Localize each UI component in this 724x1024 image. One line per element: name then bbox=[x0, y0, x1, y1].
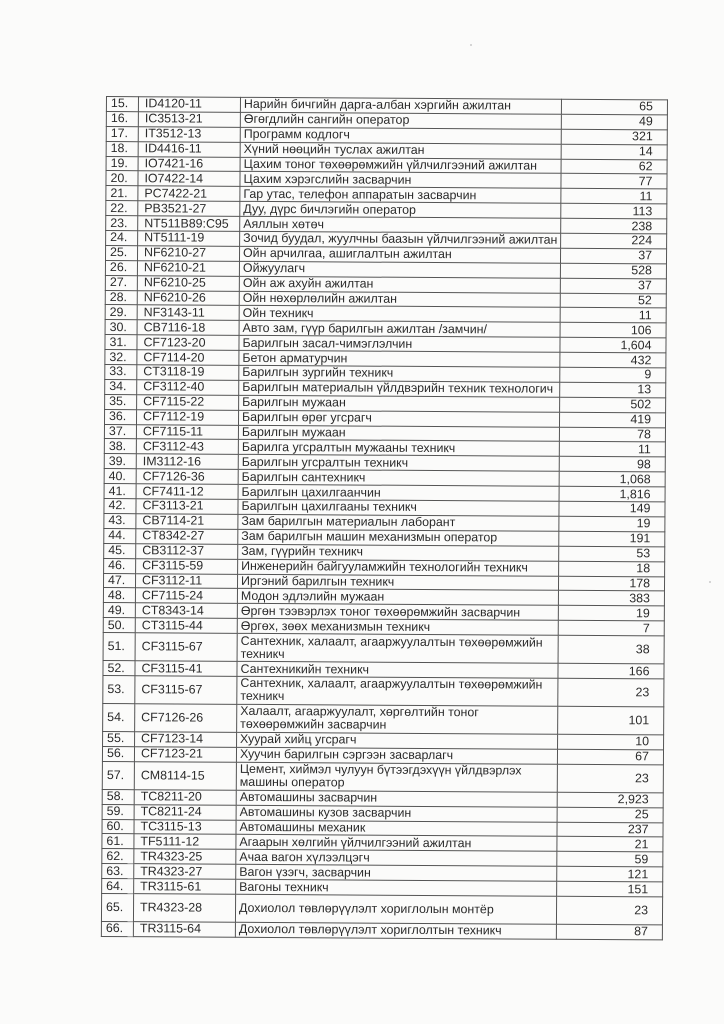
row-number-cell: 59. bbox=[102, 804, 134, 819]
count-cell: 10 bbox=[558, 734, 664, 750]
table-row bbox=[102, 761, 663, 792]
occupation-name-cell: Ойн нөхөрлөлийн ажилтан bbox=[239, 291, 560, 308]
occupation-name-cell: Хуурай хийц угсрагч bbox=[237, 732, 558, 749]
occupation-name-cell: Автомашины механик bbox=[236, 820, 557, 837]
row-number-cell: 49. bbox=[103, 603, 135, 618]
occupation-name-cell: Ойн арчилгаа, ашиглалтын ажилтан bbox=[239, 246, 560, 263]
row-number-cell: 27. bbox=[105, 275, 137, 290]
row-number-cell: 57. bbox=[102, 761, 134, 789]
occupation-name-cell: Инженерийн байгууламжийн технологийн техникч bbox=[238, 559, 559, 576]
occupation-name-cell: Хүний нөөцийн туслах ажилтан bbox=[240, 142, 561, 159]
occupation-code-cell: TC3115-13 bbox=[134, 819, 236, 835]
occupation-name-cell: Барилгын цахилгааны техникч bbox=[238, 499, 559, 516]
row-number-cell: 33. bbox=[105, 365, 137, 380]
occupation-code-cell: TF5111-12 bbox=[134, 834, 236, 850]
row-number-cell: 17. bbox=[106, 126, 138, 141]
count-cell: 19 bbox=[559, 516, 665, 532]
occupation-table-body bbox=[101, 97, 667, 940]
occupation-code-cell: CF7114-20 bbox=[137, 350, 239, 366]
occupation-name-cell: Цахим тоног төхөөрөмжийн үйлчилгээний ажилтан bbox=[240, 157, 561, 174]
count-cell: 38 bbox=[558, 635, 664, 664]
occupation-name-cell: Өргөн тээвэрлэх тоног төхөөрөмжийн засварчин bbox=[237, 604, 558, 621]
occupation-name-cell: Дохиолол төвлөрүүлэлт хориглолын монтёр bbox=[235, 894, 556, 924]
count-cell: 11 bbox=[560, 308, 666, 324]
occupation-code-cell: TR4323-28 bbox=[133, 894, 235, 923]
row-number-cell: 52. bbox=[103, 661, 135, 676]
occupation-code-cell: TR3115-64 bbox=[133, 922, 235, 938]
row-number-cell: 64. bbox=[102, 879, 134, 894]
occupation-code-cell: CF7115-11 bbox=[136, 424, 238, 440]
occupation-code-cell: NF6210-26 bbox=[137, 290, 239, 306]
row-number-cell: 31. bbox=[105, 335, 137, 350]
row-number-cell: 45. bbox=[104, 543, 136, 558]
occupation-code-cell: TC8211-24 bbox=[134, 804, 236, 820]
occupation-code-cell: CF3115-67 bbox=[135, 633, 237, 662]
row-number-cell: 50. bbox=[103, 618, 135, 633]
count-cell: 224 bbox=[561, 233, 667, 249]
count-cell: 149 bbox=[559, 501, 665, 517]
occupation-code-cell: CF7411-12 bbox=[136, 484, 238, 500]
occupation-code-cell: TC8211-20 bbox=[134, 789, 236, 805]
occupation-name-cell: Автомашины засварчин bbox=[236, 790, 557, 807]
occupation-name-cell: Барилга угсралтын мужааны техникч bbox=[238, 440, 559, 457]
occupation-code-cell: NF3143-11 bbox=[137, 305, 239, 321]
row-number-cell: 28. bbox=[105, 290, 137, 305]
occupation-name-cell: Цахим хэрэгслийн засварчин bbox=[240, 172, 561, 189]
row-number-cell: 44. bbox=[104, 528, 136, 543]
occupation-name-cell: Халаалт, агааржуулалт, хөргөлтийн тоног төхөөрөмжийн засварчин bbox=[237, 704, 558, 734]
row-number-cell: 19. bbox=[106, 156, 138, 171]
row-number-cell: 40. bbox=[104, 469, 136, 484]
occupation-name-cell: Ачаа вагон хүлээлцэгч bbox=[236, 850, 557, 867]
occupation-name-cell: Агаарын хөлгийн үйлчилгээний ажилтан bbox=[236, 835, 557, 852]
occupation-name-cell: Бетон арматурчин bbox=[239, 350, 560, 367]
row-number-cell: 37. bbox=[104, 424, 136, 439]
occupation-name-cell: Барилгын материалын үйлдвэрийн техник технологич bbox=[239, 380, 560, 397]
occupation-name-cell: Барилгын мужаан bbox=[238, 425, 559, 442]
occupation-name-cell: Программ кодлогч bbox=[240, 127, 561, 144]
count-cell: 2,923 bbox=[557, 792, 663, 808]
row-number-cell: 34. bbox=[105, 379, 137, 394]
occupation-name-cell: Хуучин барилгын сэргээн засварлагч bbox=[236, 747, 557, 764]
count-cell: 21 bbox=[557, 837, 663, 853]
occupation-code-cell: CF3115-41 bbox=[135, 661, 237, 677]
row-number-cell: 58. bbox=[102, 789, 134, 804]
count-cell: 37 bbox=[561, 278, 667, 294]
occupation-name-cell: Барилгын цахилгаанчин bbox=[238, 484, 559, 501]
occupation-code-cell: NF6210-27 bbox=[137, 246, 239, 262]
occupation-code-cell: IO7421-16 bbox=[138, 156, 240, 172]
occupation-code-cell: CF7112-19 bbox=[136, 409, 238, 425]
occupation-code-cell: NT5111-19 bbox=[138, 231, 240, 247]
count-cell: 7 bbox=[558, 620, 664, 636]
occupation-code-cell: CF7123-14 bbox=[135, 732, 237, 748]
occupation-code-cell: PC7422-21 bbox=[138, 186, 240, 202]
occupation-name-cell: Аяллын хөтөч bbox=[240, 216, 561, 233]
occupation-table bbox=[101, 96, 668, 940]
count-cell: 11 bbox=[560, 442, 666, 458]
occupation-name-cell: Вагоны техникч bbox=[236, 879, 557, 896]
count-cell: 1,816 bbox=[559, 486, 665, 502]
occupation-code-cell: NF6210-21 bbox=[137, 260, 239, 276]
count-cell: 19 bbox=[559, 606, 665, 622]
occupation-code-cell: TR3115-61 bbox=[134, 879, 236, 895]
occupation-code-cell: CM8114-15 bbox=[134, 761, 236, 790]
count-cell: 14 bbox=[561, 144, 667, 160]
occupation-code-cell: IM3112-16 bbox=[136, 454, 238, 470]
count-cell: 52 bbox=[560, 293, 666, 309]
occupation-name-cell: Өргөх, зөөх механизмын техникч bbox=[237, 618, 558, 635]
row-number-cell: 53. bbox=[103, 675, 135, 703]
row-number-cell: 39. bbox=[104, 454, 136, 469]
count-cell: 101 bbox=[558, 706, 664, 735]
occupation-name-cell: Дуу, дүрс бичлэгийн оператор bbox=[240, 202, 561, 219]
row-number-cell: 25. bbox=[105, 245, 137, 260]
count-cell: 59 bbox=[557, 852, 663, 868]
table-row bbox=[103, 675, 664, 706]
occupation-code-cell: CT3115-44 bbox=[135, 618, 237, 634]
count-cell: 62 bbox=[561, 159, 667, 175]
count-cell: 25 bbox=[557, 807, 663, 823]
count-cell: 191 bbox=[559, 531, 665, 547]
occupation-name-cell: Барилгын засал-чимэглэлчин bbox=[239, 336, 560, 353]
occupation-name-cell: Ойжуулагч bbox=[239, 261, 560, 278]
count-cell: 528 bbox=[561, 263, 667, 279]
count-cell: 65 bbox=[562, 99, 668, 115]
count-cell: 49 bbox=[562, 114, 668, 130]
row-number-cell: 54. bbox=[103, 703, 135, 731]
occupation-name-cell: Барилгын мужаан bbox=[239, 395, 560, 412]
occupation-code-cell: ID4416-11 bbox=[138, 141, 240, 157]
count-cell: 321 bbox=[561, 129, 667, 145]
count-cell: 23 bbox=[558, 678, 664, 707]
occupation-name-cell: Дохиолол төвлөрүүлэлт хориглолтын техникч bbox=[235, 922, 556, 939]
row-number-cell: 26. bbox=[105, 260, 137, 275]
occupation-code-cell: CF7123-21 bbox=[134, 747, 236, 763]
occupation-code-cell: IC3513-21 bbox=[138, 112, 240, 128]
row-number-cell: 18. bbox=[106, 141, 138, 156]
occupation-code-cell: CF3115-67 bbox=[135, 676, 237, 705]
occupation-code-cell: CF7115-24 bbox=[135, 588, 237, 604]
row-number-cell: 48. bbox=[103, 588, 135, 603]
occupation-name-cell: Ойн техникч bbox=[239, 306, 560, 323]
row-number-cell: 43. bbox=[104, 513, 136, 528]
count-cell: 67 bbox=[558, 749, 664, 765]
occupation-name-cell: Иргэний барилгын техникч bbox=[237, 574, 558, 591]
occupation-code-cell: CF7126-26 bbox=[135, 704, 237, 733]
row-number-cell: 60. bbox=[102, 819, 134, 834]
count-cell: 121 bbox=[557, 866, 663, 882]
occupation-name-cell: Авто зам, гүүр барилгын ажилтан /замчин/ bbox=[239, 321, 560, 338]
occupation-code-cell: CB3112-37 bbox=[136, 543, 238, 559]
occupation-code-cell: PB3521-27 bbox=[138, 201, 240, 217]
count-cell: 13 bbox=[560, 382, 666, 398]
scan-speck bbox=[709, 581, 711, 583]
count-cell: 53 bbox=[559, 546, 665, 562]
row-number-cell: 29. bbox=[105, 305, 137, 320]
occupation-code-cell: CB7114-21 bbox=[136, 514, 238, 530]
occupation-name-cell: Барилгын зургийн техникч bbox=[239, 365, 560, 382]
occupation-code-cell: CF7123-20 bbox=[137, 335, 239, 351]
scan-speck bbox=[470, 44, 472, 46]
occupation-code-cell: TR4323-27 bbox=[134, 864, 236, 880]
occupation-name-cell: Ойн аж ахуйн ажилтан bbox=[239, 276, 560, 293]
occupation-code-cell: CT3118-19 bbox=[137, 365, 239, 381]
count-cell: 78 bbox=[560, 427, 666, 443]
occupation-code-cell: TR4323-25 bbox=[134, 849, 236, 865]
row-number-cell: 24. bbox=[106, 231, 138, 246]
row-number-cell: 36. bbox=[104, 409, 136, 424]
occupation-code-cell: CB7116-18 bbox=[137, 320, 239, 336]
row-number-cell: 47. bbox=[103, 573, 135, 588]
occupation-code-cell: NF6210-25 bbox=[137, 275, 239, 291]
occupation-name-cell: Гар утас, телефон аппаратын засварчин bbox=[240, 187, 561, 204]
count-cell: 11 bbox=[561, 189, 667, 205]
row-number-cell: 66. bbox=[101, 921, 133, 936]
count-cell: 9 bbox=[560, 367, 666, 383]
count-cell: 23 bbox=[557, 896, 663, 925]
occupation-code-cell: CF3112-11 bbox=[135, 573, 237, 589]
occupation-code-cell: CF7126-36 bbox=[136, 469, 238, 485]
count-cell: 1,604 bbox=[560, 338, 666, 354]
occupation-code-cell: ID4120-11 bbox=[138, 97, 240, 113]
row-number-cell: 63. bbox=[102, 864, 134, 879]
row-number-cell: 46. bbox=[104, 558, 136, 573]
row-number-cell: 15. bbox=[106, 97, 138, 112]
table-row bbox=[101, 921, 662, 939]
occupation-code-cell: NT511B89:C95 bbox=[138, 216, 240, 232]
count-cell: 383 bbox=[559, 591, 665, 607]
count-cell: 77 bbox=[561, 174, 667, 190]
count-cell: 238 bbox=[561, 218, 667, 234]
row-number-cell: 55. bbox=[103, 731, 135, 746]
occupation-name-cell: Барилгын сантехникч bbox=[238, 470, 559, 487]
occupation-name-cell: Зам барилгын машин механизмын оператор bbox=[238, 529, 559, 546]
occupation-name-cell: Нарийн бичгийн дарга-албан хэргийн ажилтан bbox=[240, 97, 561, 114]
row-number-cell: 35. bbox=[105, 394, 137, 409]
occupation-code-cell: CT8342-27 bbox=[136, 529, 238, 545]
row-number-cell: 23. bbox=[106, 216, 138, 231]
occupation-name-cell: Зам барилгын материалын лаборант bbox=[238, 514, 559, 531]
row-number-cell: 30. bbox=[105, 320, 137, 335]
count-cell: 98 bbox=[559, 457, 665, 473]
row-number-cell: 61. bbox=[102, 834, 134, 849]
count-cell: 178 bbox=[559, 576, 665, 592]
table-row bbox=[101, 893, 662, 924]
occupation-name-cell: Сантехник, халаалт, агааржуулалтын төхөөрөмжийн техникч bbox=[237, 633, 558, 663]
occupation-name-cell: Модон эдлэлийн мужаан bbox=[237, 589, 558, 606]
occupation-name-cell: Зочид буудал, жуулчны баазын үйлчилгээний ажилтан bbox=[240, 231, 561, 248]
count-cell: 1,068 bbox=[559, 472, 665, 488]
row-number-cell: 22. bbox=[106, 201, 138, 216]
row-number-cell: 62. bbox=[102, 849, 134, 864]
occupation-name-cell: Өгөгдлийн сангийн оператор bbox=[240, 112, 561, 129]
occupation-code-cell: CF3113-21 bbox=[136, 499, 238, 515]
occupation-name-cell: Барилгын угсралтын техникч bbox=[238, 455, 559, 472]
row-number-cell: 38. bbox=[104, 439, 136, 454]
row-number-cell: 16. bbox=[106, 111, 138, 126]
count-cell: 87 bbox=[557, 924, 663, 940]
occupation-name-cell: Сантехникийн техникч bbox=[237, 661, 558, 678]
row-number-cell: 51. bbox=[103, 633, 135, 661]
occupation-code-cell: CF3115-59 bbox=[136, 558, 238, 574]
occupation-name-cell: Барилгын өрөг угсрагч bbox=[238, 410, 559, 427]
count-cell: 419 bbox=[560, 412, 666, 428]
table-row bbox=[103, 633, 664, 664]
row-number-cell: 42. bbox=[104, 499, 136, 514]
occupation-name-cell: Сантехник, халаалт, агааржуулалтын төхөөрөмжийн техникч bbox=[237, 676, 558, 706]
count-cell: 166 bbox=[558, 663, 664, 679]
count-cell: 237 bbox=[557, 822, 663, 838]
count-cell: 502 bbox=[560, 397, 666, 413]
occupation-code-cell: CF3112-43 bbox=[136, 439, 238, 455]
count-cell: 113 bbox=[561, 204, 667, 220]
row-number-cell: 41. bbox=[104, 484, 136, 499]
occupation-code-cell: IO7422-14 bbox=[138, 171, 240, 187]
count-cell: 18 bbox=[559, 561, 665, 577]
occupation-code-cell: CF3112-40 bbox=[137, 380, 239, 396]
count-cell: 23 bbox=[558, 764, 664, 793]
table-row bbox=[103, 703, 664, 734]
count-cell: 151 bbox=[557, 881, 663, 897]
row-number-cell: 20. bbox=[106, 171, 138, 186]
row-number-cell: 56. bbox=[102, 746, 134, 761]
count-cell: 432 bbox=[560, 352, 666, 368]
occupation-name-cell: Зам, гүүрийн техникч bbox=[238, 544, 559, 561]
row-number-cell: 21. bbox=[106, 186, 138, 201]
count-cell: 106 bbox=[560, 323, 666, 339]
occupation-code-cell: CT8343-14 bbox=[135, 603, 237, 619]
occupation-code-cell: CF7115-22 bbox=[137, 395, 239, 411]
count-cell: 37 bbox=[561, 248, 667, 264]
row-number-cell: 65. bbox=[101, 893, 133, 921]
occupation-name-cell: Вагон үзэгч, засварчин bbox=[236, 864, 557, 881]
occupation-name-cell: Автомашины кузов засварчин bbox=[236, 805, 557, 822]
occupation-code-cell: IT3512-13 bbox=[138, 126, 240, 142]
occupation-name-cell: Цемент, хиймэл чулуун бүтээгдэхүүн үйлдвэрлэх машины оператор bbox=[236, 762, 557, 792]
row-number-cell: 32. bbox=[105, 350, 137, 365]
